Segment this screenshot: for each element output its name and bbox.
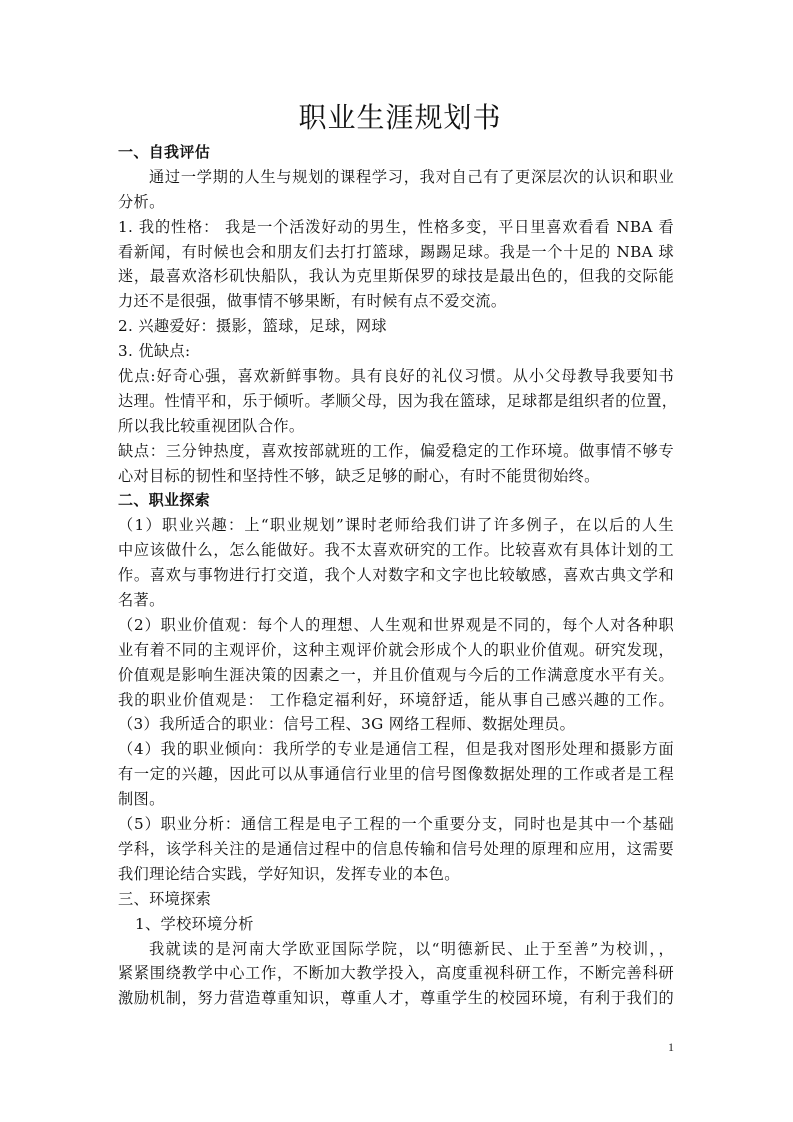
text-line: 分析。 [118,192,165,211]
section-heading: 二、职业探索 [118,491,211,510]
text-line: （1）职业兴趣：上“职业规划”课时老师给我们讲了许多例子，在以后的人生 [118,516,674,535]
text-line: 作。喜欢与事物进行打交道，我个人对数字和文字也比较敏感，喜欢古典文学和 [118,566,674,585]
text-line: （5）职业分析：通信工程是电子工程的一个重要分支，同时也是其中一个基础 [118,815,674,834]
text-line: 1. 我的性格： 我是一个活泼好动的男生，性格多变，平日里喜欢看看 NBA 看 [118,217,674,236]
text-line: 3. 优缺点: [118,342,191,361]
text-line: 有一定的兴趣，因此可以从事通信行业里的信号图像数据处理的工作或者是工程 [118,765,674,784]
text-line: 价值观是影响生涯决策的因素之一，并且价值观与今后的工作满意度水平有关。 [118,665,674,684]
text-line: 所以我比较重视团队合作。 [118,416,305,435]
document-body [118,96,678,1011]
section-heading: 一、自我评估 [118,143,211,161]
text-line: 激励机制，努力营造尊重知识，尊重人才，尊重学生的校园环境，有利于我们的 [118,989,674,1008]
text-line: 1、学校环境分析 [135,914,254,933]
text-line: 名著。 [118,591,165,610]
text-line: （4）我的职业倾向：我所学的专业是通信工程，但是我对图形处理和摄影方面 [118,740,674,759]
text-line: 我们理论结合实践，学好知识，发挥专业的本色。 [118,864,460,883]
text-line: （2）职业价值观：每个人的理想、人生观和世界观是不同的，每个人对各种职 [118,615,674,634]
text-line: 业有着不同的主观评价，这种主观评价就会形成个人的职业价值观。研究发现， [118,640,674,659]
text-line: 中应该做什么，怎么能做好。我不太喜欢研究的工作。比较喜欢有具体计划的工 [118,541,674,560]
text-line: 心对目标的韧性和坚持性不够，缺乏足够的耐心，有时不能贯彻始终。 [118,466,600,485]
text-line: 我就读的是河南大学欧亚国际学院，以“明德新民、止于至善”为校训，， [149,939,674,958]
text-line: 优点:好奇心强，喜欢新鲜事物。具有良好的礼仪习惯。从小父母教导我要知书 [118,367,674,386]
text-line: 看新闻，有时候也会和朋友们去打打篮球，踢踢足球。我是一个十足的 NBA 球 [118,242,674,261]
text-line: 学科，该学科关注的是通信过程中的信息传输和信号处理的原理和应用，这需要 [118,839,674,858]
text-line: 达理。性情平和，乐于倾听。孝顺父母，因为我在篮球，足球都是组织者的位置， [118,391,678,410]
text-line: 紧紧围绕教学中心工作，不断加大教学投入，高度重视科研工作，不断完善科研 [118,964,674,983]
text-line: 三、环境探索 [118,889,212,908]
document-text [118,140,678,1011]
text-line: 我的职业价值观是： 工作稳定福利好，环境舒适，能从事自己感兴趣的工作。 [118,690,674,709]
text-line: 迷，最喜欢洛杉矶快船队，我认为克里斯保罗的球技是最出色的，但我的交际能 [118,267,674,286]
text-line: 力还不是很强，做事情不够果断，有时候有点不爱交流。 [118,292,507,311]
text-line: 2. 兴趣爱好：摄影，篮球，足球，网球 [118,317,387,336]
text-line: 缺点：三分钟热度，喜欢按部就班的工作，偏爱稳定的工作环境。做事情不够专 [118,441,674,460]
document-title: 职业生涯规划书 [298,101,502,134]
text-line: 制图。 [118,790,165,809]
page-number: 1 [668,1040,674,1054]
text-line: 通过一学期的人生与规划的课程学习，我对自己有了更深层次的认识和职业 [149,167,674,186]
text-line: （3）我所适合的职业：信号工程、3G 网络工程师、数据处理员。 [118,715,576,734]
